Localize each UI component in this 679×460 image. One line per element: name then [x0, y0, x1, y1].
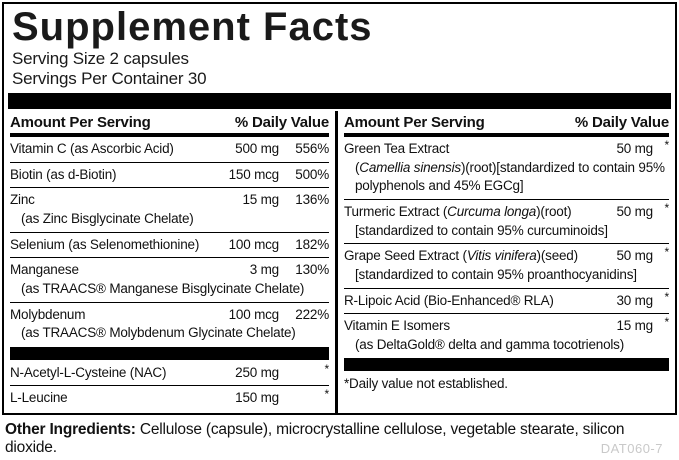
nutrient-amount: 100 mcg	[228, 306, 279, 322]
nutrient-row	[10, 386, 329, 411]
nutrient-daily-value: *	[664, 315, 669, 330]
nutrient-row	[344, 137, 669, 200]
column-header-amount: Amount Per Serving	[10, 114, 151, 132]
panel-title: Supplement Facts	[12, 5, 373, 49]
nutrient-daily-value: 136%	[295, 192, 329, 208]
left-column-header	[10, 111, 329, 137]
nutrient-subtext: [standardized to contain 95% curcuminoids]	[355, 222, 608, 238]
nutrient-name: Selenium (as Selenomethionine)	[10, 236, 200, 252]
nutrient-row	[10, 361, 329, 387]
nutrient-name: Vitamin C (as Ascorbic Acid)	[10, 141, 174, 157]
nutrient-daily-value: *	[664, 289, 669, 304]
nutrient-name: Turmeric Extract (Curcuma longa)(root)	[344, 204, 572, 220]
column-header-daily-value: % Daily Value	[234, 114, 329, 132]
nutrient-name: Molybdenum	[10, 306, 86, 322]
column-header-daily-value: % Daily Value	[574, 114, 669, 132]
nutrient-name: Vitamin E Isomers	[344, 318, 450, 334]
nutrient-daily-value: 500%	[295, 166, 329, 182]
nutrient-row	[10, 303, 329, 346]
nutrient-amount: 3 mg	[249, 262, 279, 278]
servings-per-container-text: Servings Per Container 30	[12, 69, 207, 89]
nutrient-subtext: (Camellia sinensis)(root)[standardized to contain 95% polyphenols and 45% EGCg]	[355, 159, 665, 194]
nutrient-subtext: (as Zinc Bisglycinate Chelate)	[21, 211, 194, 227]
nutrient-amount: 50 mg	[616, 204, 653, 220]
nutrient-amount: 15 mg	[242, 192, 279, 208]
daily-value-footnote: *Daily value not established.	[344, 376, 508, 392]
facts-columns	[4, 111, 675, 413]
nutrient-subtext: [standardized to contain 95% proanthocyanidins]	[355, 266, 637, 282]
nutrient-daily-value: *	[664, 245, 669, 260]
nutrient-name: Green Tea Extract	[344, 141, 450, 157]
nutrient-daily-value: *	[664, 138, 669, 153]
nutrient-daily-value: 556%	[295, 141, 329, 157]
right-column-header	[344, 111, 669, 137]
nutrient-daily-value: 222%	[295, 306, 329, 322]
other-ingredients	[5, 421, 675, 457]
nutrient-daily-value: 182%	[295, 236, 329, 252]
section-divider-bar	[344, 358, 669, 371]
nutrient-name: Zinc	[10, 192, 35, 208]
other-ingredients-text: Cellulose (capsule), microcrystalline cellulose, vegetable stearate, silicon dioxide.	[5, 421, 625, 456]
nutrient-name: Grape Seed Extract (Vitis vinifera)(seed)	[344, 248, 578, 264]
nutrient-row	[10, 188, 329, 232]
nutrient-row	[10, 258, 329, 302]
panel-header	[4, 4, 675, 89]
nutrient-row	[10, 163, 329, 189]
nutrient-amount: 100 mcg	[228, 236, 279, 252]
nutrient-daily-value: *	[324, 361, 329, 376]
right-column	[338, 111, 675, 413]
nutrient-row	[344, 200, 669, 244]
nutrient-row	[344, 314, 669, 357]
nutrient-amount: 15 mg	[616, 318, 653, 334]
nutrient-amount: 50 mg	[616, 141, 653, 157]
nutrient-daily-value: *	[664, 201, 669, 216]
nutrient-name: Manganese	[10, 262, 79, 278]
nutrient-amount: 500 mg	[235, 141, 279, 157]
section-divider-bar	[10, 347, 329, 360]
nutrient-name: L-Leucine	[10, 390, 68, 406]
nutrient-amount: 150 mcg	[228, 166, 279, 182]
serving-size-text: Serving Size 2 capsules	[12, 49, 189, 69]
nutrient-row	[10, 137, 329, 163]
nutrient-row	[10, 233, 329, 259]
left-column	[4, 111, 335, 413]
nutrient-row	[344, 289, 669, 315]
nutrient-daily-value: 130%	[295, 262, 329, 278]
vitamins-minerals-section	[10, 137, 329, 346]
supplement-facts-panel	[2, 2, 677, 415]
nutrient-amount: 250 mg	[235, 364, 279, 380]
botanicals-section	[344, 137, 669, 357]
amino-acids-section	[10, 361, 329, 411]
other-ingredients-label: Other Ingredients:	[5, 421, 136, 438]
nutrient-amount: 150 mg	[235, 390, 279, 406]
nutrient-name: Biotin (as d-Biotin)	[10, 166, 117, 182]
nutrient-subtext: (as TRAACS® Molybdenum Glycinate Chelate)	[21, 325, 296, 341]
nutrient-subtext: (as TRAACS® Manganese Bisglycinate Chelate)	[21, 280, 305, 296]
nutrient-row	[344, 244, 669, 288]
nutrient-subtext: (as DeltaGold® delta and gamma tocotrienols)	[355, 336, 625, 352]
nutrient-amount: 50 mg	[616, 248, 653, 264]
nutrient-amount: 30 mg	[616, 292, 653, 308]
document-code: DAT060-7	[600, 441, 663, 456]
header-divider-bar	[8, 93, 671, 109]
nutrient-daily-value: *	[324, 387, 329, 402]
column-header-amount: Amount Per Serving	[344, 114, 485, 132]
nutrient-name: R-Lipoic Acid (Bio-Enhanced® RLA)	[344, 292, 554, 308]
nutrient-name: N-Acetyl-L-Cysteine (NAC)	[10, 364, 167, 380]
